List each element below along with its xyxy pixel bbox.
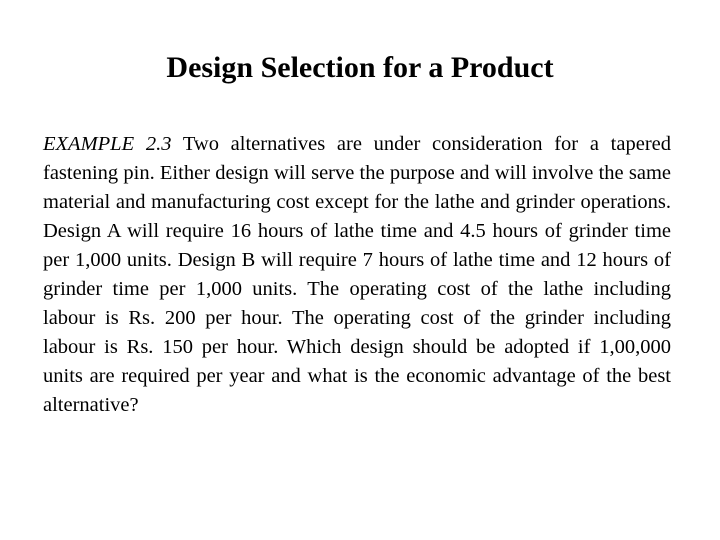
example-label: EXAMPLE 2.3: [43, 133, 172, 155]
example-paragraph: [43, 130, 671, 420]
slide-title: Design Selection for a Product: [166, 51, 554, 84]
example-body-text: Two alternatives are under consideration for a tapered fastening pin. Either design will serve the purpose and will involve the same material and manufacturing cost except for the lathe and grinder operations. Design A will require 16 hours of lathe time and 4.5 hours of grinder time per 1,000 units. Design B will require 7 hours of lathe time and 12 hours of grinder time per 1,000 units. The operating cost of the lathe including labour is Rs. 200 per hour. The operating cost of the grinder including labour is Rs. 150 per hour. Which design should be adopted if 1,00,000 units are required per year and what is the economic advantage of the best alternative?: [43, 133, 671, 416]
